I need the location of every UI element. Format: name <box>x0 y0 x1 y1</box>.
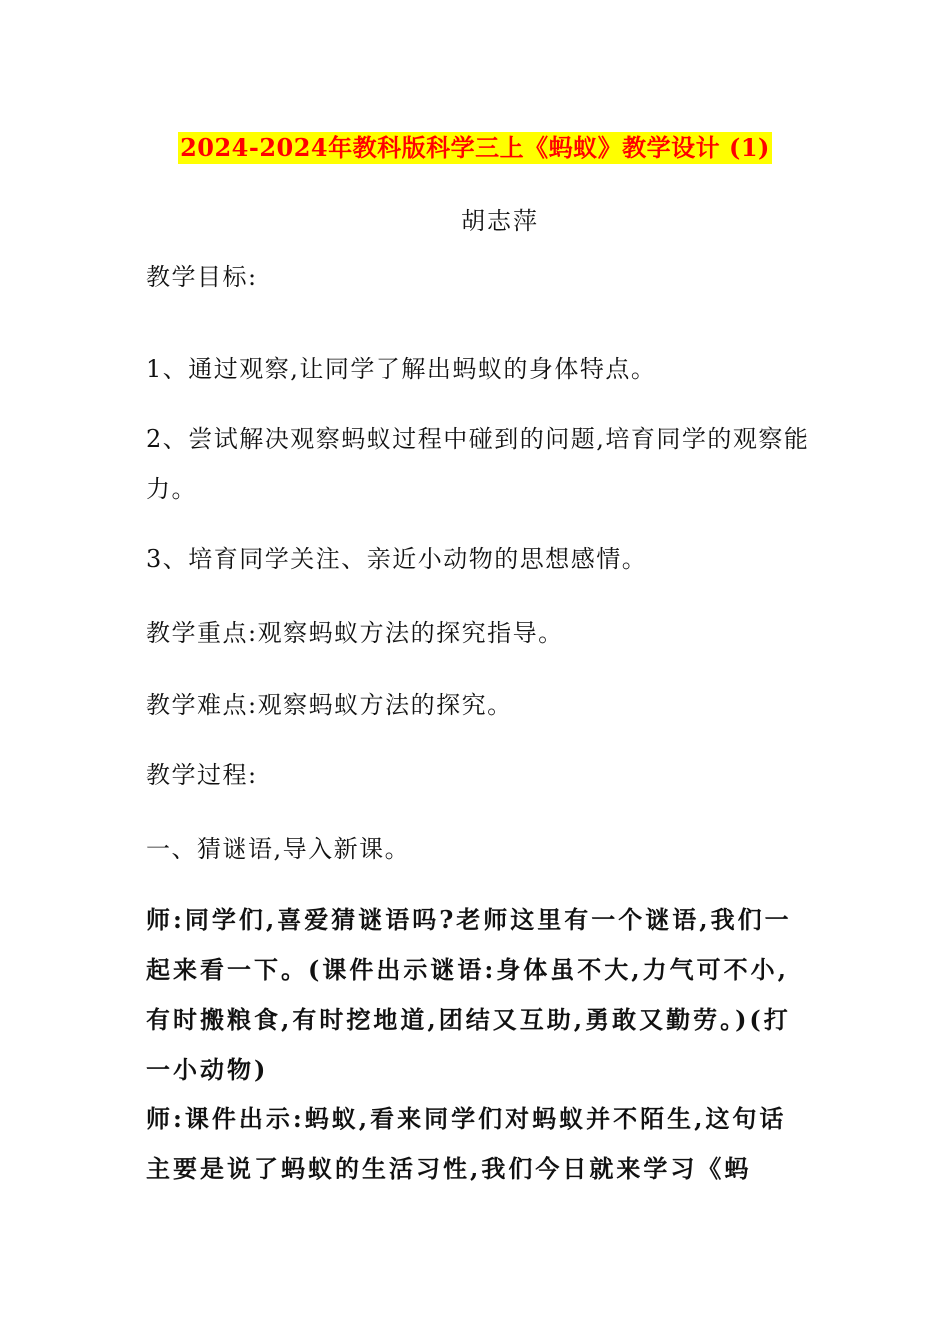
teaching-key-point: 教学重点:观察蚂蚁方法的探究指导。 <box>146 619 564 647</box>
teacher-courseware-paragraph: 师:课件出示:蚂蚁,看来同学们对蚂蚁并不陌生,这句话主要是说了蚂蚁的生活习性,我们今日就来学习《蚂 <box>146 1104 787 1183</box>
objective-1: 1、通过观察,让同学了解出蚂蚁的身体特点。 <box>146 355 657 383</box>
title-container <box>0 132 950 164</box>
objective-3: 3、培育同学关注、亲近小动物的思想感情。 <box>146 545 648 573</box>
step-1-heading: 一、猜谜语,导入新课。 <box>146 835 411 863</box>
teaching-difficulty: 教学难点:观察蚂蚁方法的探究。 <box>146 691 513 719</box>
section-heading-process: 教学过程: <box>146 761 258 789</box>
section-heading-objectives: 教学目标: <box>146 263 258 291</box>
teacher-riddle-paragraph: 师:同学们,喜爱猜谜语吗?老师这里有一个谜语,我们一起来看一下。(课件出示谜语:身体虽不大,力气可不小,有时搬粮食,有时挖地道,团结又互助,勇敢又勤劳。)(打一小动物) <box>146 905 792 1084</box>
objective-2: 2、尝试解决观察蚂蚁过程中碰到的问题,培育同学的观察能力。 <box>146 425 810 503</box>
author-name: 胡志萍 <box>461 207 539 235</box>
document-title: 2024-2024年教科版科学三上《蚂蚁》教学设计 (1) <box>180 133 770 162</box>
